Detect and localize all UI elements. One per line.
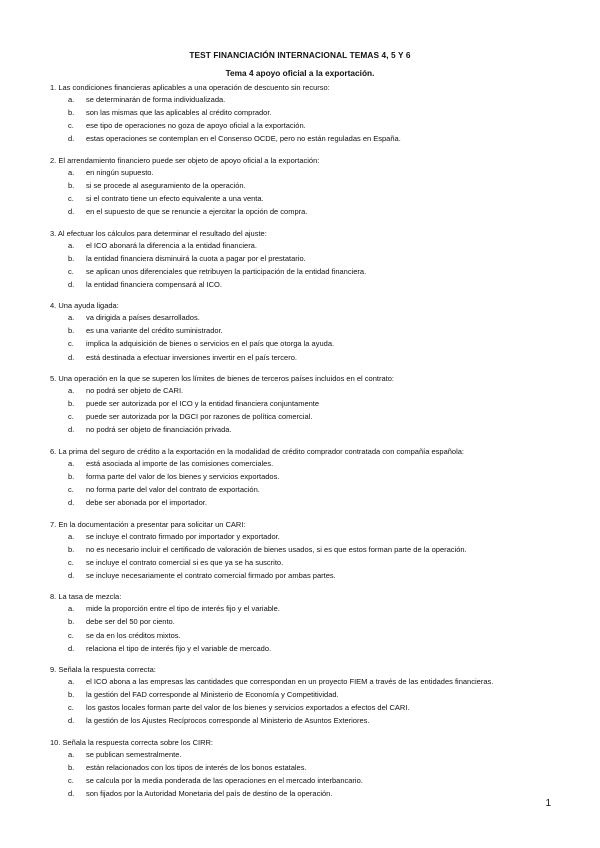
option-text: implica la adquisición de bienes o servicios en el país que otorga la ayuda. (86, 339, 335, 349)
answer-option (50, 324, 570, 337)
question-text: 6. La prima del seguro de crédito a la exportación en la modalidad de crédito comprador contratada con compañía española: (50, 446, 465, 456)
option-letter: a. (68, 458, 75, 468)
option-text: se calcula por la media ponderada de las operaciones en el mercado interbancario. (86, 776, 363, 786)
option-letter: c. (68, 557, 74, 567)
option-letter: a. (68, 95, 75, 104)
answer-option (50, 483, 570, 496)
question-text: 4. Una ayuda ligada: (50, 301, 119, 311)
option-text: se determinarán de forma individualizada. (86, 95, 226, 104)
answer-option (50, 265, 570, 278)
option-letter: c. (68, 412, 74, 422)
answer-option (50, 569, 570, 582)
answer-option (50, 787, 570, 800)
option-letter: b. (68, 253, 75, 263)
question-list (50, 83, 570, 811)
page-number: 1 (545, 798, 551, 809)
question-text: 3. Al efectuar los cálculos para determinar el resultado del ajuste: (50, 228, 267, 238)
option-text: la gestión del FAD corresponde al Ministerio de Economía y Competitividad. (86, 690, 339, 700)
answer-option (50, 556, 570, 569)
option-text: debe ser del 50 por ciento. (86, 617, 175, 627)
document-title: TEST FINANCIACIÓN INTERNACIONAL TEMAS 4, 5 Y 6 (189, 50, 411, 60)
option-text: ese tipo de operaciones no goza de apoyo oficial a la exportación. (86, 121, 306, 131)
answer-option (50, 397, 570, 410)
option-text: está asociada al importe de las comisiones comerciales. (86, 458, 274, 468)
option-text: en el supuesto de que se renuncie a ejercitar la opción de compra. (86, 207, 308, 217)
answer-option (50, 119, 570, 132)
option-letter: b. (68, 180, 75, 190)
answer-option (50, 423, 570, 436)
option-text: mide la proporción entre el tipo de interés fijo y el variable. (86, 604, 280, 614)
answer-option (50, 602, 570, 615)
option-letter: a. (68, 749, 75, 759)
question-block (50, 83, 570, 145)
option-letter: d. (68, 207, 75, 217)
answer-option (50, 311, 570, 324)
option-text: relaciona el tipo de interés fijo y el variable de mercado. (86, 643, 272, 653)
answer-option (50, 205, 570, 218)
option-letter: d. (68, 134, 75, 144)
option-text: el ICO abona a las empresas las cantidades que correspondan en un proyecto FIEM a través de las entidades financieras. (86, 677, 494, 687)
option-letter: c. (68, 193, 74, 203)
question-text: 2. El arrendamiento financiero puede ser objeto de apoyo oficial a la exportación: (50, 155, 320, 165)
option-letter: a. (68, 240, 75, 250)
answer-option (50, 278, 570, 291)
option-text: debe ser abonada por el importador. (86, 498, 207, 508)
option-letter: b. (68, 471, 75, 481)
answer-option (50, 337, 570, 350)
answer-option (50, 748, 570, 761)
option-text: el ICO abonará la diferencia a la entidad financiera. (86, 240, 257, 250)
option-letter: b. (68, 108, 75, 118)
answer-option (50, 457, 570, 470)
answer-option (50, 132, 570, 145)
answer-option (50, 252, 570, 265)
option-letter: d. (68, 425, 75, 435)
question-block (50, 301, 570, 363)
answer-option (50, 714, 570, 727)
question-text: 10. Señala la respuesta correcta sobre los CIRR: (50, 737, 213, 747)
option-text: estas operaciones se contemplan en el Consenso OCDE, pero no están reguladas en España. (86, 134, 401, 144)
option-letter: d. (68, 570, 75, 580)
option-text: puede ser autorizada por el ICO y la entidad financiera conjuntamente (86, 399, 320, 409)
option-letter: b. (68, 399, 75, 409)
option-letter: a. (68, 604, 75, 614)
option-text: forma parte del valor de los bienes y servicios exportados. (86, 471, 280, 481)
option-text: está destinada a efectuar inversiones invertir en el país tercero. (86, 352, 297, 362)
option-letter: c. (68, 776, 74, 786)
option-letter: c. (68, 121, 74, 131)
answer-option (50, 179, 570, 192)
option-letter: d. (68, 352, 75, 362)
option-letter: d. (68, 279, 75, 289)
answer-option (50, 701, 570, 714)
option-letter: d. (68, 716, 75, 726)
option-text: la gestión de los Ajustes Recíprocos corresponde al Ministerio de Asuntos Exteriores. (86, 716, 370, 726)
option-text: los gastos locales forman parte del valor de los bienes y servicios exportados a efectos del CARI. (86, 703, 410, 713)
option-text: la entidad financiera compensará al ICO. (86, 279, 222, 289)
answer-option (50, 351, 570, 364)
option-letter: a. (68, 531, 75, 541)
option-letter: b. (68, 617, 75, 627)
option-text: se aplican unos diferenciales que retribuyen la participación de la entidad financiera. (86, 266, 367, 276)
option-text: son las mismas que las aplicables al crédito comprador. (86, 108, 272, 118)
option-text: si se procede al aseguramiento de la operación. (86, 180, 246, 190)
option-letter: b. (68, 544, 75, 554)
answer-option (50, 675, 570, 688)
option-text: no forma parte del valor del contrato de exportación. (86, 485, 260, 495)
question-block (50, 520, 570, 582)
question-block (50, 738, 570, 800)
option-text: se incluye el contrato firmado por importador y exportador. (86, 531, 280, 541)
option-text: es una variante del crédito suministrador. (86, 326, 223, 336)
answer-option (50, 543, 570, 556)
question-text: 8. La tasa de mezcla: (50, 592, 122, 602)
option-text: en ningún supuesto. (86, 167, 154, 177)
question-text: 5. Una operación en la que se superen los límites de bienes de terceros países incluidos en el contrato: (50, 374, 394, 384)
question-text: 7. En la documentación a presentar para solicitar un CARI: (50, 519, 246, 529)
answer-option (50, 410, 570, 423)
option-text: se publican semestralmente. (86, 749, 182, 759)
question-block (50, 156, 570, 218)
answer-option (50, 774, 570, 787)
option-letter: b. (68, 762, 75, 772)
question-block (50, 665, 570, 727)
option-text: son fijados por la Autoridad Monetaria del país de destino de la operación. (86, 789, 333, 799)
option-letter: d. (68, 789, 75, 799)
option-letter: c. (68, 485, 74, 495)
answer-option (50, 106, 570, 119)
option-letter: c. (68, 266, 74, 276)
question-block (50, 447, 570, 509)
option-text: no podrá ser objeto de financiación privada. (86, 425, 232, 435)
option-text: la entidad financiera disminuirá la cuota a pagar por el prestatario. (86, 253, 306, 263)
option-text: no es necesario incluir el certificado de valoración de bienes usados, si es que estos forman parte de la operación. (86, 544, 467, 554)
option-text: va dirigida a países desarrollados. (86, 313, 200, 323)
option-letter: c. (68, 630, 74, 640)
answer-option (50, 629, 570, 642)
option-letter: d. (68, 498, 75, 508)
question-text: 1. Las condiciones financieras aplicables a una operación de descuento sin recurso: (50, 83, 330, 92)
answer-option (50, 615, 570, 628)
question-block (50, 229, 570, 291)
option-text: se incluye necesariamente el contrato comercial firmado por ambas partes. (86, 570, 336, 580)
answer-option (50, 530, 570, 543)
answer-option (50, 642, 570, 655)
question-block (50, 592, 570, 654)
option-letter: a. (68, 313, 75, 323)
option-letter: a. (68, 677, 75, 687)
option-text: están relacionados con los tipos de interés de los bonos estatales. (86, 762, 307, 772)
option-text: si el contrato tiene un efecto equivalente a una venta. (86, 193, 264, 203)
answer-option (50, 192, 570, 205)
answer-option (50, 384, 570, 397)
answer-option (50, 166, 570, 179)
option-letter: b. (68, 326, 75, 336)
answer-option (50, 688, 570, 701)
answer-option (50, 761, 570, 774)
option-text: no podrá ser objeto de CARI. (86, 386, 184, 396)
document-subtitle: Tema 4 apoyo oficial a la exportación. (225, 68, 375, 78)
option-text: se incluye el contrato comercial si es que ya se ha suscrito. (86, 557, 284, 567)
option-letter: a. (68, 386, 75, 396)
question-block (50, 374, 570, 436)
option-letter: c. (68, 339, 74, 349)
answer-option (50, 93, 570, 106)
option-letter: a. (68, 167, 75, 177)
option-letter: b. (68, 690, 75, 700)
question-text: 9. Señala la respuesta correcta: (50, 665, 156, 675)
answer-option (50, 470, 570, 483)
answer-option (50, 496, 570, 509)
answer-option (50, 239, 570, 252)
option-text: puede ser autorizada por la DGCI por razones de política comercial. (86, 412, 313, 422)
option-letter: d. (68, 643, 75, 653)
option-text: se da en los créditos mixtos. (86, 630, 181, 640)
option-letter: c. (68, 703, 74, 713)
